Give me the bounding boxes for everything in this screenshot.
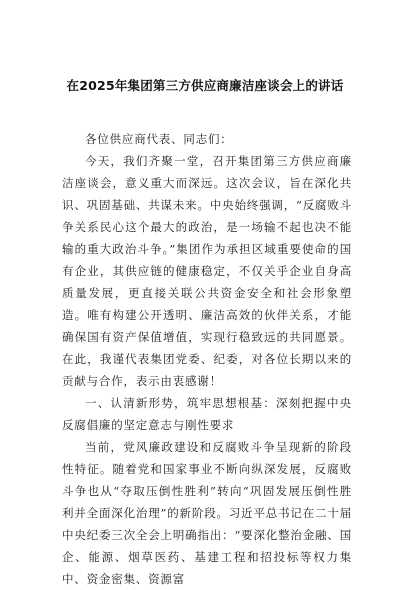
document-title: 在2025年集团第三方供应商廉洁座谈会上的讲话 (66, 78, 344, 93)
section-heading: 一、认清新形势，筑牢思想根基：深刻把握中央反腐倡廉的坚定意志与刚性要求 (62, 396, 352, 432)
salutation: 各位供应商代表、同志们： (85, 132, 233, 146)
document-body (62, 128, 352, 590)
section-paragraph: 当前，党风廉政建设和反腐败斗争呈现新的阶段性特征。随着党和国家事业不断向纵深发展，反腐败斗争也从“夺取压倒性胜利”转向“巩固发展压倒性胜利并全面深化治理”的新阶段。习近平总书记在二十届中央纪委三次全会上明确指出：“要深化整治金融、国企、能源、烟草医药、基建工程和招投标等权力集中、资金密集、资源富 (62, 440, 352, 586)
opening-paragraph: 今天，我们齐聚一堂，召开集团第三方供应商廉洁座谈会，意义重大而深远。这次会议，旨在深化共识、巩固基础、共谋未来。中央始终强调，“反腐败斗争关系民心这个最大的政治，是一场输不起也决不能输的重大政治斗争。”集团作为承担区域重要使命的国有企业，其供应链的健康稳定，不仅关乎企业自身高质量发展，更直接关联公共资金安全和社会形象塑造。唯有构建公开透明、廉洁高效的伙伴关系，才能确保国有资产保值增值，实现行稳致远的共同愿景。在此，我谨代表集团党委、纪委，对各位长期以来的贡献与合作，表示由衷感谢！ (62, 154, 352, 388)
